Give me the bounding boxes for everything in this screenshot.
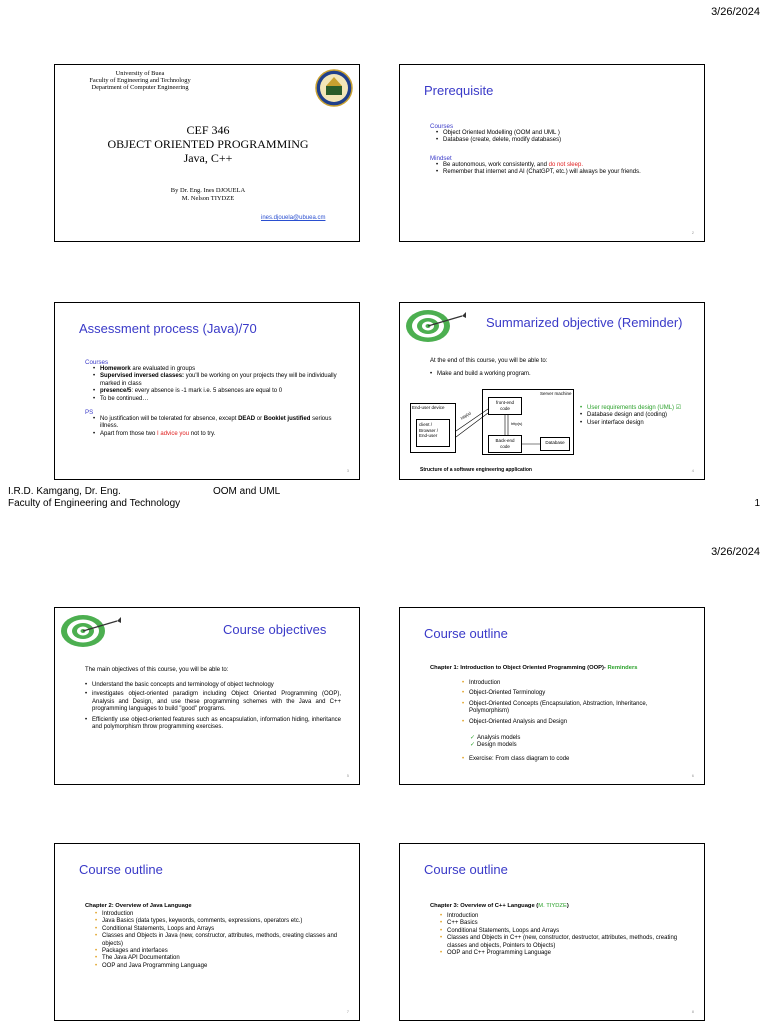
university-name: University of Buea [115, 70, 165, 77]
list-item: • presence/5: every absence is -1 mark i.e. 5 absences are equal to 0 [93, 388, 347, 395]
list-item: • Classes and Objects in C++ (new, constructor, destructor, attributes, methods, creating classes and objects, Pointers to Objects) [440, 935, 690, 950]
check-icon: ☑ [675, 405, 682, 411]
footer-author: I.R.D. Kamgang, Dr. Eng. [8, 486, 121, 497]
slide-heading: Assessment process (Java)/70 [79, 321, 257, 336]
author-secondary: M. Nelson TIYDZE [181, 195, 235, 202]
highlight-text: M. TIYDZE [538, 903, 567, 909]
slide-course-objectives[interactable] [54, 607, 360, 785]
list-item: • Make and build a working program. [430, 371, 630, 378]
sub-list-item: ✓ Analysis models [470, 735, 650, 742]
list-item: • Supervised inversed classes: you'll be working on your projects they will be individually marked in class [93, 373, 347, 388]
list-item: • C++ Basics [440, 920, 690, 927]
slide-number: 6 [691, 773, 694, 778]
slide-number: 2 [691, 230, 694, 235]
courses-heading: Courses [85, 359, 109, 366]
slide-number: 8 [691, 1009, 694, 1014]
slide-heading: Course outline [424, 626, 508, 641]
courses-heading: Courses [430, 123, 454, 130]
slide-heading: Course outline [79, 862, 163, 877]
slide-course-outline-ch1[interactable] [399, 607, 705, 785]
slide-assessment[interactable] [54, 302, 360, 480]
course-title: OBJECT ORIENTED PROGRAMMING [107, 137, 309, 151]
http-label: http(s) [511, 421, 523, 426]
slide-heading: Summarized objective (Reminder) [486, 315, 683, 330]
slide-number: 4 [691, 468, 694, 473]
list-item: • Packages and interfaces [95, 948, 345, 955]
slide-heading: Course objectives [223, 622, 327, 637]
list-item: • Object-Oriented Terminology [462, 690, 662, 697]
highlight-text: Reminders [607, 665, 638, 671]
list-item: • Introduction [462, 680, 662, 687]
university-seal-icon [315, 69, 353, 107]
author-primary: By Dr. Eng. Ines DJOUELA [170, 187, 246, 194]
list-item: • Conditional Statements, Loops and Arrays [440, 928, 690, 935]
target-icon [59, 611, 123, 654]
chapter-heading: Chapter 3: Overview of C++ Language (M. TIYDZE) [430, 903, 569, 909]
chapter-heading: Chapter 2: Overview of Java Language [85, 903, 192, 909]
list-item: • To be continued… [93, 396, 347, 403]
highlight-text: do not sleep. [548, 161, 583, 168]
server-label: Server machine [540, 391, 572, 396]
slide-prerequisite[interactable] [399, 64, 705, 242]
list-item: • Introduction [95, 911, 345, 918]
list-item: • Database (create, delete, modify databases) [436, 137, 700, 144]
page-number: 1 [754, 498, 760, 509]
author-email-link[interactable]: ines.djouela@ubuea.cm [261, 215, 326, 221]
list-item: • Database design and (coding) [580, 412, 704, 419]
highlight-text: I advice you [157, 430, 190, 437]
list-item: • Classes and Objects in Java (new, constructor, attributes, methods, creating classes and objects) [95, 933, 345, 948]
sub-list-item: ✓ Design models [470, 742, 650, 749]
page-date: 3/26/2024 [711, 546, 760, 558]
list-item-uml: • User requirements design (UML) ☑ [580, 405, 704, 412]
list-item: • Object-Oriented Concepts (Encapsulation, Abstraction, Inheritance, Polymorphism) [462, 701, 662, 716]
ps-heading: PS [85, 409, 94, 417]
list-item: • OOP and Java Programming Language [95, 963, 345, 970]
client-box: client / Browser / End-user [416, 419, 450, 447]
list-item: • Remember that internet and AI (ChatGPT, etc.) will always be your friends. [436, 169, 700, 176]
slide-number: 7 [346, 1009, 349, 1014]
diagram-arrows [400, 303, 705, 480]
list-item: • Apart from those two I advice you not to try. [93, 431, 347, 438]
list-item: • Java Basics (data types, keywords, comments, expressions, operators etc.) [95, 918, 345, 925]
list-item: • No justification will be tolerated for absence, except DEAD or Booklet justified serious illness. [93, 416, 347, 431]
faculty-name: Faculty of Engineering and Technology [89, 77, 191, 84]
slide-heading: Course outline [424, 862, 508, 877]
department-name: Department of Computer Engineering [91, 84, 189, 91]
page-date: 3/26/2024 [711, 6, 760, 18]
enduser-label: End-user device [412, 405, 445, 410]
slide-title[interactable] [54, 64, 360, 242]
footer-course: OOM and UML [213, 486, 281, 497]
database-box: Database [540, 437, 570, 451]
list-item: • Homework are evaluated in groups [93, 366, 347, 373]
list-item: • investigates object-oriented paradigm including Object Oriented Programming (OOP), Analysis and Design, and use these programming schemes with the Java and C++ programming languages to build "good" programs. [85, 691, 341, 713]
list-item: • Introduction [440, 913, 690, 920]
list-item: • Understand the basic concepts and terminology of object technology [85, 682, 341, 689]
chapter-heading: Chapter 1: Introduction to Object Oriented Programming (OOP)- Reminders [430, 665, 638, 671]
list-item: • Exercise: From class diagram to code [462, 756, 662, 763]
course-code: CEF 346 [186, 123, 230, 137]
list-item: • Object Oriented Modelling (OOM and UML ) [436, 130, 700, 137]
list-item: • Conditional Statements, Loops and Arrays [95, 926, 345, 933]
course-languages: Java, C++ [183, 151, 233, 165]
backend-box: Back-end code [488, 435, 522, 453]
intro-text: At the end of this course, you will be able to: [430, 358, 548, 364]
slide-number: 3 [346, 468, 349, 473]
list-item: • The Java API Documentation [95, 955, 345, 962]
list-item: • Be autonomous, work consistently, and do not sleep. [436, 162, 700, 169]
list-item: • OOP and C++ Programming Language [440, 950, 690, 957]
list-item: • Object-Oriented Analysis and Design [462, 719, 662, 726]
mindset-heading: Mindset [430, 154, 452, 162]
slide-number: 5 [346, 773, 349, 778]
slide-course-outline-ch3[interactable] [399, 843, 705, 1021]
frontend-box: front-end code [488, 397, 522, 415]
intro-text: The main objectives of this course, you will be able to: [85, 667, 229, 673]
slide-summarized-objective[interactable] [399, 302, 705, 480]
slide-course-outline-ch2[interactable] [54, 843, 360, 1021]
diagram-caption: Structure of a software engineering application [420, 467, 532, 473]
list-item: • User interface design [580, 420, 704, 427]
http-label: http(s) [459, 410, 472, 421]
footer-faculty: Faculty of Engineering and Technology [8, 498, 181, 509]
slide-heading: Prerequisite [424, 83, 494, 98]
list-item: • Efficiently use object-oriented features such as encapsulation, information hiding, inheritance and polymorphism throw programming exercises. [85, 717, 341, 732]
